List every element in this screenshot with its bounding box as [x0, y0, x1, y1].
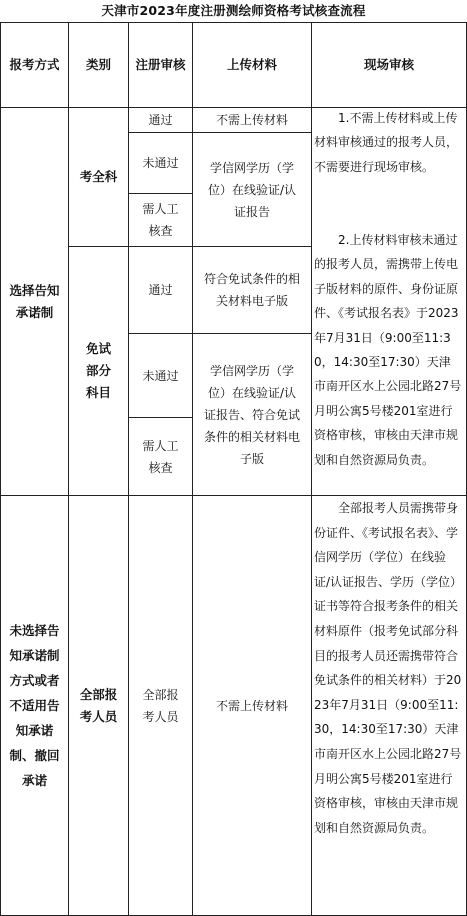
page-title: 天津市2023年度注册测绘师资格考试核查流程: [101, 3, 366, 18]
review-table: [0, 22, 467, 916]
onsite-review-all: 全部报考人员需携带身份证件、《考试报名表》、学信网学历（学位）在线验证/认证报告、学历（学位）证书等符合报考条件的相关材料原件（报考免试部分科目的报考人员还需携带符合免试条件的相关材料）于2023年7月31日（9:00至11:30，14:30至17:30）天津市南开区水上公园北路27号月明公寓5号楼201室进行资格审核，审核由天津市规划和自然资源局负责。: [314, 501, 462, 835]
registration-fail: 未通过: [142, 368, 179, 383]
onsite-paragraph-1: 1.不需上传材料或上传材料审核通过的报考人员，不需要进行现场审核。: [314, 111, 459, 174]
header-category: 类别: [85, 57, 111, 72]
header-method: 报考方式: [9, 57, 60, 72]
method-commitment: 选择告知承诺制: [9, 282, 60, 320]
onsite-paragraph-2: 2.上传材料审核未通过的报考人员，需携带上传电子版材料的原件、身份证原件、《考试报名表》于2023年7月31日（9:00至11:30，14:30至17:30）天津市南开区水上公园北路27号月明公寓5号楼201室进行资格审核，审核由天津市规划和自然资源局负责。: [314, 233, 462, 467]
header-onsite: 现场审核: [363, 57, 414, 72]
registration-manual: 需人工核查: [142, 438, 179, 475]
upload-degree-and-exempt: 学信网学历（学位）在线验证/认证报告、符合免试条件的相关材料电子版: [203, 363, 300, 466]
registration-pass: 通过: [148, 113, 173, 127]
registration-all-applicants: 全部报考人员: [142, 687, 179, 724]
upload-none: 不需上传材料: [215, 113, 288, 127]
category-exempt: 免试部分科目: [85, 341, 111, 400]
registration-manual: 需人工核查: [142, 202, 179, 238]
header-upload: 上传材料: [226, 57, 277, 72]
upload-degree-report: 学信网学历（学位）在线验证/认证报告: [207, 160, 297, 219]
registration-fail: 未通过: [142, 156, 179, 170]
category-all-applicants: 全部报考人员: [79, 686, 118, 724]
upload-exempt-material: 符合免试条件的相关材料电子版: [203, 272, 300, 308]
upload-none: 不需上传材料: [215, 698, 288, 713]
registration-pass: 通过: [148, 283, 173, 297]
header-registration: 注册审核: [135, 57, 186, 72]
method-no-commitment: 未选择告知承诺制方式或者不适用告知承诺制、撤回承诺: [9, 623, 60, 788]
category-all-subjects: 考全科: [79, 169, 118, 184]
onsite-review-commitment: [312, 108, 466, 495]
